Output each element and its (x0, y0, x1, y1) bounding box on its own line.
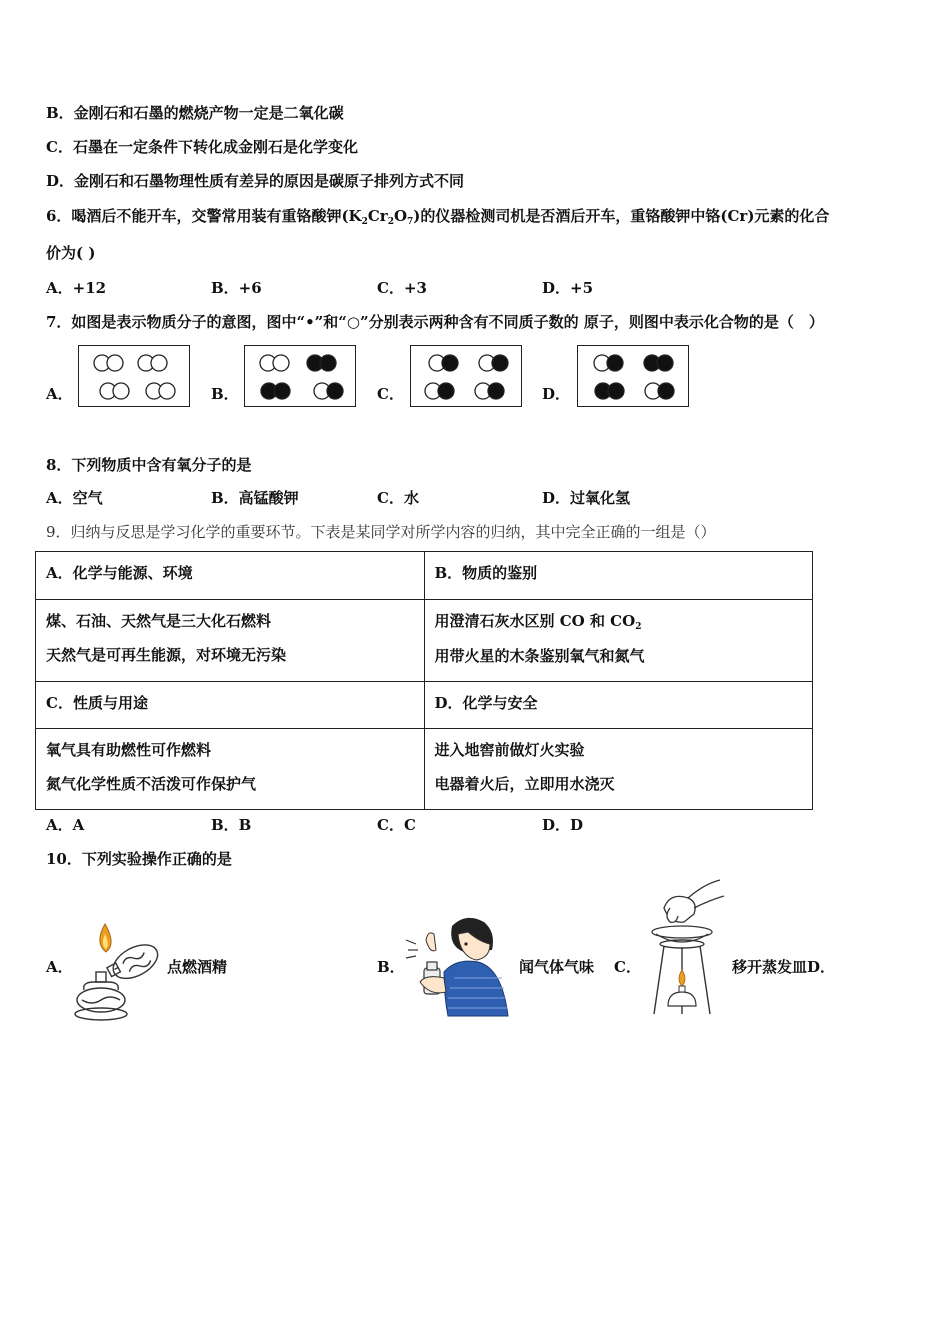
q10-caption-b: 闻气体气味 (519, 958, 595, 976)
table-cell-a-content: 煤、石油、天然气是三大化石燃料 天然气是可再生能源，对环境无污染 (36, 600, 425, 682)
q9-option-b: B．B (211, 816, 252, 834)
table-cell-a-header: A．化学与能源、环境 (36, 552, 425, 600)
alcohol-lamp-illustration (72, 920, 172, 1024)
q9-stem: 9．归纳与反思是学习化学的重要环节。下表是某同学对所学内容的归纳，其中完全正确的一组是（） (46, 523, 716, 541)
q10-caption-a: 点燃酒精 (167, 958, 228, 976)
q10-label-a: A． (46, 958, 73, 976)
q7-diagram-a (78, 345, 190, 407)
q10-label-c: C． (614, 958, 641, 976)
q8-option-c: C．水 (377, 489, 419, 507)
q7-diagram-c (410, 345, 522, 407)
q8-option-b: B．高锰酸钾 (211, 489, 299, 507)
q7-label-b: B． (211, 385, 239, 403)
q7-diagram-b (244, 345, 356, 407)
q6-option-d: D．+5 (542, 279, 594, 297)
evaporating-dish-illustration (644, 878, 728, 1020)
q5-option-c: C．石墨在一定条件下转化成金刚石是化学变化 (46, 138, 358, 156)
q6-stem: 6．喝酒后不能开车，交警常用装有重铬酸钾$(K_2Cr_2O_7)$的仪器检测司机是否酒后开车，重铬酸钾中铬(Cr)元素的化合 (46, 207, 830, 227)
q6-stem-line2: 价为( ) (46, 244, 96, 262)
table-cell-d-content: 进入地窖前做灯火实验 电器着火后，立即用水浇灭 (424, 729, 813, 810)
q5-option-b: B．金刚石和石墨的燃烧产物一定是二氧化碳 (46, 104, 344, 122)
q10-stem: 10．下列实验操作正确的是 (46, 850, 232, 868)
q5-option-d: D．金刚石和石墨物理性质有差异的原因是碳原子排列方式不同 (46, 172, 465, 190)
q7-label-a: A． (46, 385, 73, 403)
smell-gas-illustration (404, 912, 514, 1022)
q10-label-b: B． (377, 958, 405, 976)
q8-option-a: A．空气 (46, 489, 103, 507)
q9-summary-table (35, 551, 813, 810)
table-cell-c-header: C．性质与用途 (36, 682, 425, 729)
table-cell-b-content: 用澄清石灰水区别 CO 和 $CO_2$ 用带火星的木条鉴别氧气和氮气 (424, 600, 813, 682)
q7-label-d: D． (542, 385, 571, 403)
table-cell-b-header: B．物质的鉴别 (424, 552, 813, 600)
table-cell-d-header: D．化学与安全 (424, 682, 813, 729)
q8-option-d: D．过氧化氢 (542, 489, 631, 507)
q6-option-a: A．+12 (46, 279, 107, 297)
q8-stem: 8．下列物质中含有氧分子的是 (46, 456, 252, 474)
q6-option-b: B．+6 (211, 279, 262, 297)
q7-stem: 7．如图是表示物质分子的意图，图中“•”和“○”分别表示两种含有不同质子数的 原子，则图中表示化合物的是（ ） (46, 313, 824, 331)
q9-option-d: D．D (542, 816, 584, 834)
q7-label-c: C． (377, 385, 404, 403)
q9-option-c: C．C (377, 816, 416, 834)
q6-option-c: C．+3 (377, 279, 427, 297)
table-cell-c-content: 氧气具有助燃性可作燃料 氮气化学性质不活泼可作保护气 (36, 729, 425, 810)
q9-option-a: A．A (46, 816, 85, 834)
q10-caption-c: 移开蒸发皿D． (732, 958, 836, 976)
q7-diagram-d (577, 345, 689, 407)
